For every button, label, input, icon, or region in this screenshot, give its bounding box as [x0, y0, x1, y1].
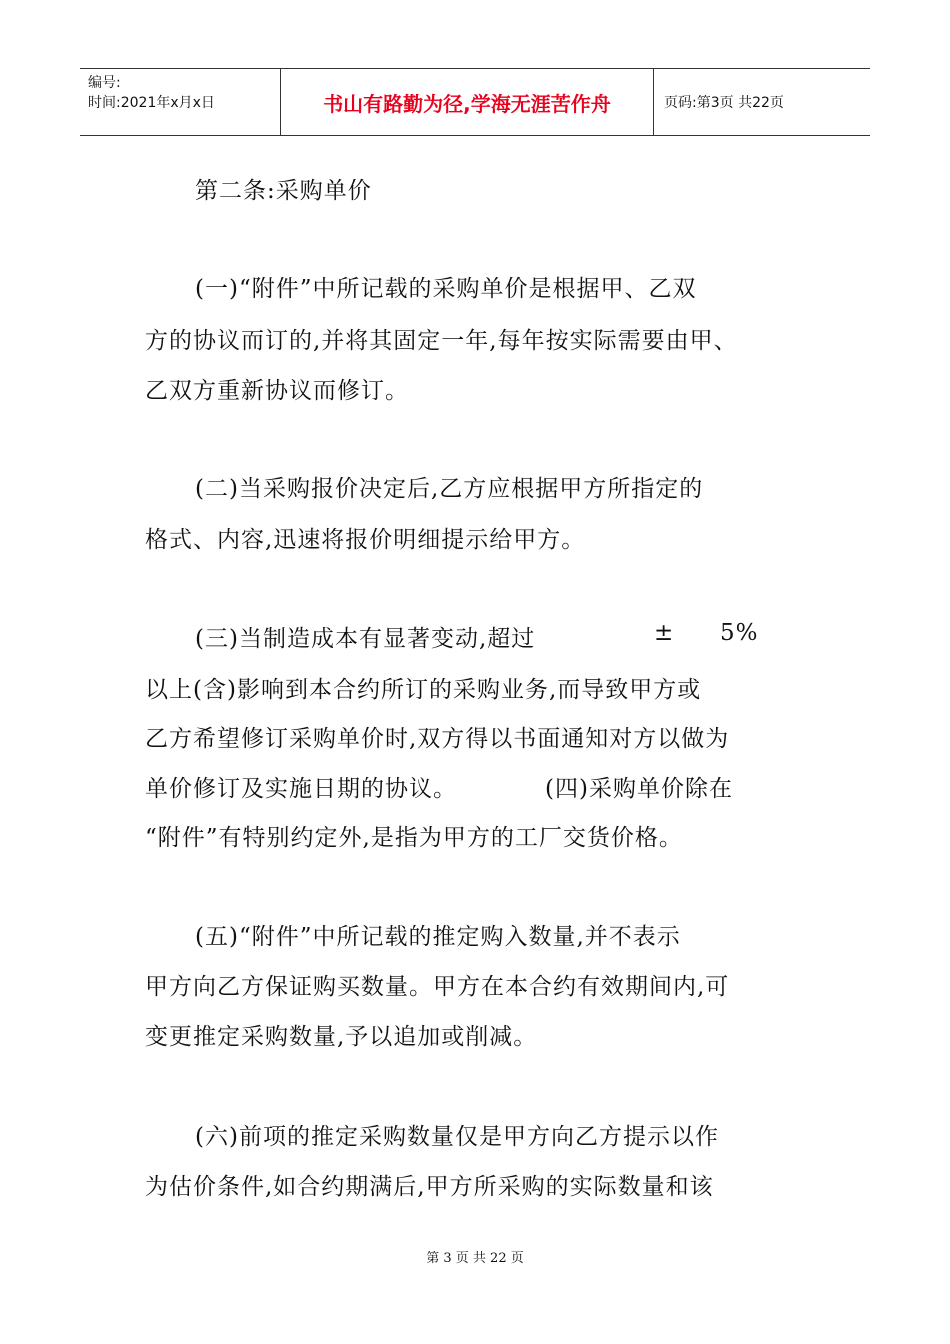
header-page-info: 页码:第3页 共22页 — [664, 95, 784, 111]
header-motto: 书山有路勤为径,学海无涯苦作舟 — [281, 69, 654, 135]
paragraph-line: 为估价条件,如合约期满后,甲方所采购的实际数量和该 — [145, 1174, 714, 1200]
paragraph-line: 乙方希望修订采购单价时,双方得以书面通知对方以做为 — [145, 726, 730, 752]
paragraph-line: 单价修订及实施日期的协议。 — [145, 776, 457, 802]
paragraph-line: 以上(含)影响到本合约所订的采购业务,而导致甲方或 — [145, 677, 702, 703]
paragraph-line: (二)当采购报价决定后,乙方应根据甲方所指定的 — [195, 476, 704, 502]
paragraph-line: 格式、内容,迅速将报价明细提示给甲方。 — [145, 527, 586, 553]
section-heading: 第二条:采购单价 — [195, 178, 372, 204]
number-label: 编号: — [88, 75, 121, 91]
document-header — [80, 68, 870, 136]
paragraph-line: (四)采购单价除在 — [545, 776, 733, 802]
percent-value: 5% — [720, 620, 759, 646]
paragraph-line: 乙双方重新协议而修订。 — [145, 378, 409, 404]
paragraph-line: (一)“附件”中所记载的采购单价是根据甲、乙双 — [195, 276, 697, 302]
paragraph-line: (三)当制造成本有显著变动,超过 — [195, 626, 536, 652]
time-label: 时间:2021年x月x日 — [88, 95, 215, 111]
plus-minus-sign: ± — [654, 620, 675, 646]
paragraph-line: 变更推定采购数量,予以追加或削减。 — [145, 1024, 538, 1050]
paragraph-line: “附件”有特别约定外,是指为甲方的工厂交货价格。 — [145, 825, 683, 851]
header-meta — [80, 69, 281, 135]
page-footer: 第 3 页 共 22 页 — [426, 1251, 524, 1266]
paragraph-line: (六)前项的推定采购数量仅是甲方向乙方提示以作 — [195, 1124, 719, 1150]
paragraph-line: (五)“附件”中所记载的推定购入数量,并不表示 — [195, 924, 681, 950]
paragraph-line: 甲方向乙方保证购买数量。甲方在本合约有效期间内,可 — [145, 974, 730, 1000]
paragraph-line: 方的协议而订的,并将其固定一年,每年按实际需要由甲、 — [145, 328, 738, 354]
